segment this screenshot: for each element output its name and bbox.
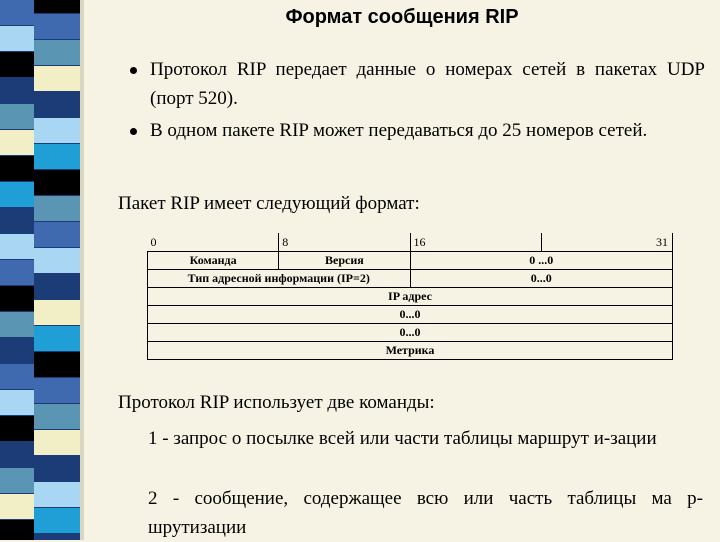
version-field: Версия [279,252,410,270]
stripe-tile [34,118,80,143]
ip-address-field: IP адрес [148,288,673,306]
stripe-tile [0,494,34,519]
stripe-tile [0,0,34,25]
stripe-tile [0,26,34,51]
stripe-tile [0,364,34,389]
stripe-tile [0,416,34,441]
stripe-tile [34,378,80,403]
stripe-tile [34,248,80,273]
stripe-tile [0,182,34,207]
bit-offset-8: 8 [279,233,410,252]
stripe-tile [34,508,80,533]
bullet-icon [130,128,137,135]
bit-offset-0: 0 [148,233,279,252]
stripe-tile [0,390,34,415]
stripe-tile [34,456,80,481]
decorative-stripe-border [0,0,84,540]
metric-field: Метрика [148,342,673,360]
stripe-tile [34,300,80,325]
bullet-icon [130,67,137,74]
bullet-text: В одном пакете RIP может передаваться до 25 номеров сетей. [150,120,648,141]
stripe-tile [34,274,80,299]
bit-offset-16: 16 [410,233,541,252]
stripe-tile [34,0,80,13]
zero-field: 0...0 [410,270,673,288]
bit-offsets-row [148,233,673,252]
stripe-tile [0,130,34,155]
stripe-tile [0,234,34,259]
commands-intro: Протокол RIP использует две команды: [118,392,435,413]
table-row [148,288,673,306]
table-row [148,306,673,324]
table-row [148,342,673,360]
stripe-tile [34,222,80,247]
stripe-tile [34,404,80,429]
stripe-tile [0,156,34,181]
bullet-list [130,55,705,148]
stripe-tile [34,170,80,195]
table-row [148,270,673,288]
zero-field: 0 ...0 [410,252,673,270]
bullet-item [130,55,705,113]
command-item: 2 - сообщение, содержащее всю или часть таблицы ма р-шрутизации [148,488,703,538]
stripe-tile [34,40,80,65]
command-item: 1 - запрос о посылке всей или части таблицы маршрут и-зации [148,428,657,449]
stripe-tile [34,482,80,507]
stripe-tile [0,312,34,337]
table-row [148,324,673,342]
stripe-tile [0,286,34,311]
table-row [148,252,673,270]
stripe-tile [34,430,80,455]
bit-offset-31: 31 [541,233,672,252]
stripe-tile [34,352,80,377]
zero-field: 0...0 [148,306,673,324]
stripe-tile [0,442,34,467]
rip-packet-format-table [147,233,673,360]
command-field: Команда [148,252,279,270]
stripe-tile [0,338,34,363]
stripe-tile [0,104,34,129]
stripe-tile [34,66,80,91]
bullet-text: Протокол RIP передает данные о номерах сетей в пакетах UDP (порт 520). [150,59,705,109]
stripe-tile [34,92,80,117]
stripe-tile [0,520,34,540]
stripe-tile [34,196,80,221]
stripe-tile [0,52,34,77]
stripe-tile [0,260,34,285]
address-type-field: Тип адресной информации (IP=2) [148,270,411,288]
bullet-item [130,116,705,145]
stripe-tile [0,78,34,103]
format-intro: Пакет RIP имеет следующий формат: [118,193,420,214]
zero-field: 0...0 [148,324,673,342]
stripe-tile [0,208,34,233]
stripe-tile [34,144,80,169]
stripe-tile [34,14,80,39]
stripe-tile [0,468,34,493]
page-title: Формат сообщения RIP [285,6,519,28]
stripe-tile [34,326,80,351]
stripe-tile [80,0,84,540]
